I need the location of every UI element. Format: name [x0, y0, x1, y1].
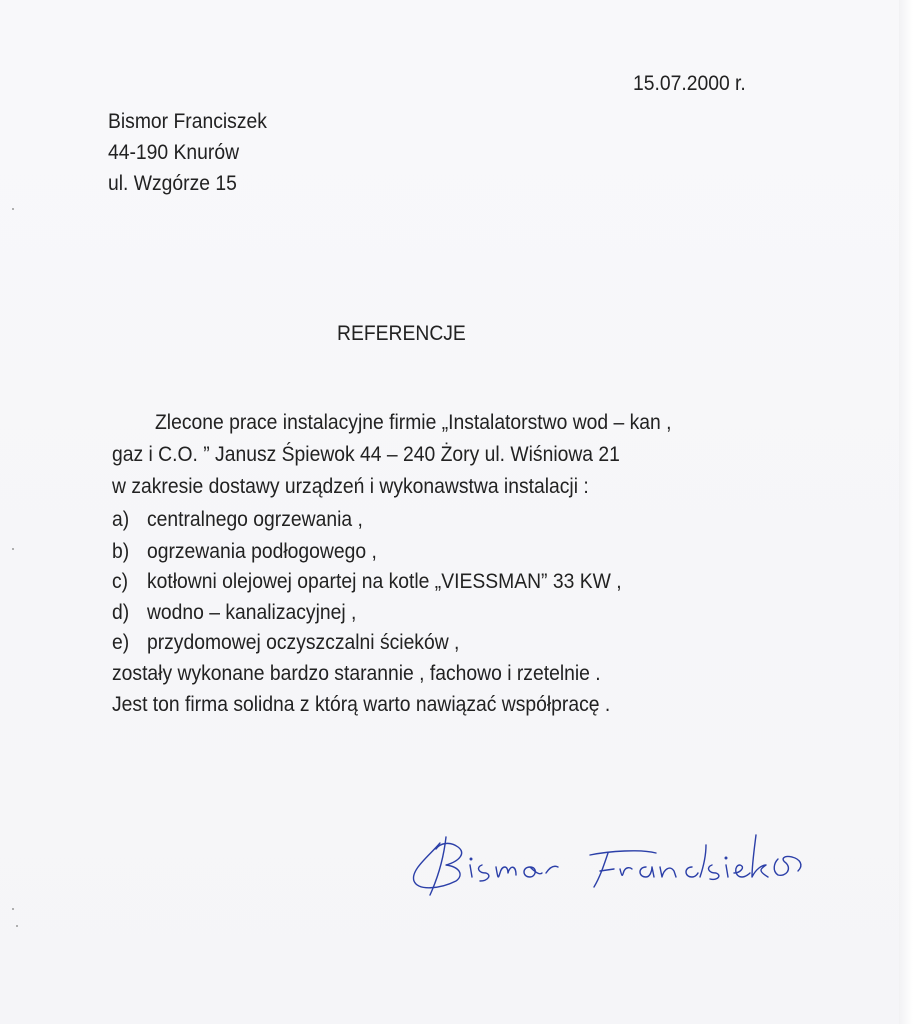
list-marker: d) — [112, 601, 130, 624]
list-marker: a) — [112, 508, 130, 531]
list-item — [112, 600, 356, 626]
body-line-2: gaz i C.O. ” Janusz Śpiewok 44 – 240 Żory ul. Wiśniowa 21 — [112, 443, 620, 466]
body-line-5: Jest ton firma solidna z którą warto nawiązać współpracę . — [112, 693, 611, 716]
sender-city: 44-190 Knurów — [108, 141, 240, 164]
list-item-text: przydomowej oczyszczalni ścieków , — [146, 631, 460, 654]
body-line-1: Zlecone prace instalacyjne firmie „Instalatorstwo wod – kan , — [155, 411, 672, 434]
list-item — [112, 539, 377, 565]
list-item-text: ogrzewania podłogowego , — [146, 540, 377, 563]
list-marker: b) — [112, 540, 130, 563]
list-item-text: wodno – kanalizacyjnej , — [146, 601, 357, 624]
page-edge — [899, 0, 913, 1024]
sender-street: ul. Wzgórze 15 — [108, 172, 237, 195]
paper-speck — [12, 548, 14, 550]
list-item-text: centralnego ogrzewania , — [146, 508, 363, 531]
list-marker: c) — [112, 570, 129, 593]
list-item — [112, 507, 363, 533]
list-item-text: kotłowni olejowej opartej na kotle „VIESSMAN” 33 KW , — [146, 570, 622, 593]
list-marker: e) — [112, 631, 130, 654]
paper-speck — [16, 925, 18, 927]
paper-speck — [12, 208, 14, 210]
signature-strokes — [413, 835, 800, 895]
list-item — [112, 569, 622, 595]
letter-title: REFERENCJE — [337, 322, 466, 345]
body-line-3: w zakresie dostawy urządzeń i wykonawstwa instalacji : — [112, 475, 589, 498]
letter-date: 15.07.2000 r. — [633, 72, 746, 95]
paper-speck — [12, 908, 14, 910]
sender-name: Bismor Franciszek — [108, 110, 267, 133]
list-item — [112, 630, 459, 656]
handwritten-signature — [400, 815, 840, 905]
body-line-4: zostały wykonane bardzo starannie , fachowo i rzetelnie . — [112, 662, 601, 685]
